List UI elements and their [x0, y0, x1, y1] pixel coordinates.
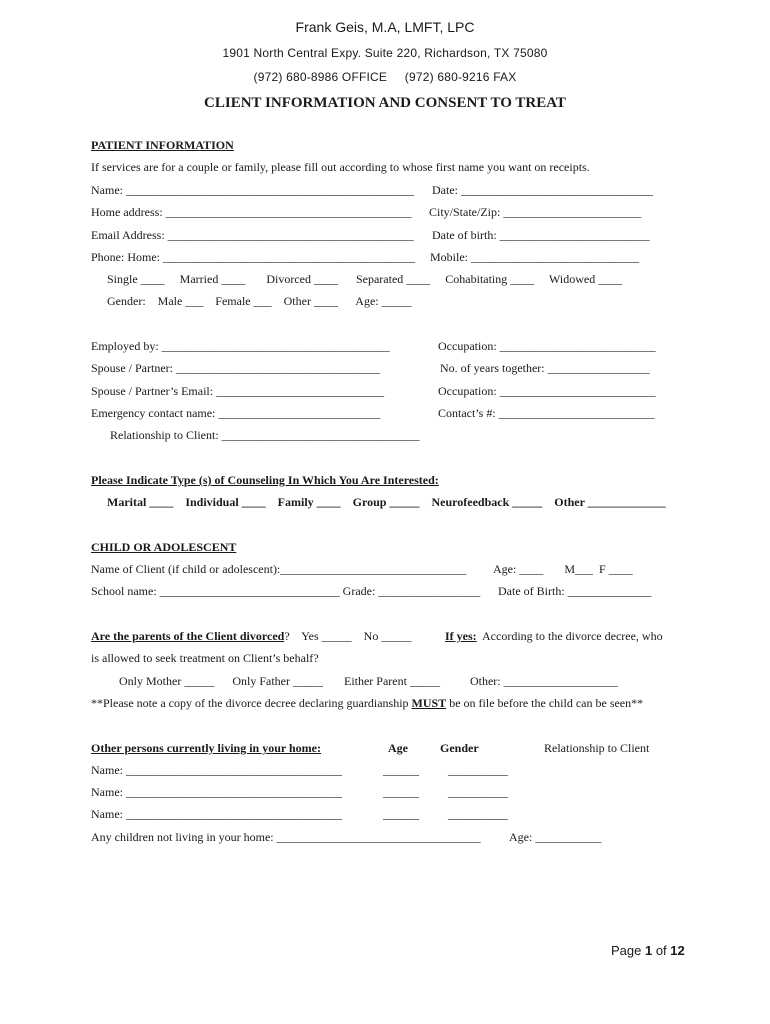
children-age-field[interactable]: Age: ___________	[509, 830, 602, 844]
page-label: Page	[611, 943, 645, 958]
page-number	[611, 943, 685, 958]
emergency-contact-field[interactable]: Emergency contact name: ___________________________	[91, 406, 381, 420]
counseling-options[interactable]: Marital ____ Individual ____ Family ____ Group _____ Neurofeedback _____ Other _____________	[107, 495, 666, 509]
note-post: be on file before the child can be seen**	[446, 696, 644, 710]
practice-phones: (972) 680-8986 OFFICE (972) 680-9216 FAX	[253, 70, 517, 84]
page-current: 1	[644, 943, 653, 958]
page-total: 12	[670, 943, 685, 958]
page-of-label: of	[652, 943, 671, 958]
mobile-field[interactable]: Mobile: ____________________________	[430, 250, 639, 264]
contact-number-field[interactable]: Contact’s #: __________________________	[438, 406, 655, 420]
date-of-birth-field[interactable]: Date of birth: _________________________	[432, 228, 650, 242]
form-title: CLIENT INFORMATION AND CONSENT TO TREAT	[204, 95, 566, 111]
occupation-field[interactable]: Occupation: __________________________	[438, 339, 656, 353]
other-person-gender[interactable]: __________	[448, 807, 508, 821]
children-not-home-field[interactable]: Any children not living in your home: __________________________________	[91, 830, 481, 844]
relationship-field[interactable]: Relationship to Client: _________________________________	[110, 428, 420, 442]
guardian-options[interactable]: Only Mother _____ Only Father _____ Either Parent _____ Other: ___________________	[119, 674, 618, 688]
other-person-name[interactable]: Name: ____________________________________	[91, 807, 342, 821]
col-relationship-header: Relationship to Client	[544, 741, 650, 755]
employed-by-field[interactable]: Employed by: ______________________________________	[91, 339, 390, 353]
other-person-age[interactable]: ______	[383, 807, 419, 821]
practice-address: 1901 North Central Expy. Suite 220, Richardson, TX 75080	[222, 46, 548, 60]
years-together-field[interactable]: No. of years together: _________________	[440, 361, 650, 375]
note-pre: **Please note a copy of the divorce decree declaring guardianship	[91, 696, 412, 710]
other-person-age[interactable]: ______	[383, 785, 419, 799]
name-field[interactable]: Name: ________________________________________________	[91, 183, 414, 197]
other-person-gender[interactable]: __________	[448, 763, 508, 777]
school-grade-field[interactable]: School name: ______________________________ Grade: _________________	[91, 584, 481, 598]
date-field[interactable]: Date: ________________________________	[432, 183, 653, 197]
divorce-question	[91, 629, 411, 644]
spouse-email-field[interactable]: Spouse / Partner’s Email: ____________________________	[91, 384, 385, 398]
other-person-name[interactable]: Name: ____________________________________	[91, 785, 342, 799]
divorce-decree-text: According to the divorce decree, who	[476, 629, 663, 643]
city-state-zip-field[interactable]: City/State/Zip: _______________________	[429, 205, 642, 219]
child-age-sex-field[interactable]: Age: ____ M___ F ____	[493, 562, 633, 576]
other-persons-heading: Other persons currently living in your home:	[91, 741, 322, 755]
if-yes-label: If yes:	[445, 629, 477, 643]
gender-age-options[interactable]: Gender: Male ___ Female ___ Other ____ Age: _____	[107, 294, 412, 308]
note-must: MUST	[411, 696, 447, 710]
counseling-heading: Please Indicate Type (s) of Counseling In Which You Are Interested:	[91, 473, 439, 487]
other-person-age[interactable]: ______	[383, 763, 419, 777]
patient-info-intro: If services are for a couple or family, please fill out according to whose first name you want on receipts.	[91, 160, 590, 174]
divorce-question-cont: is allowed to seek treatment on Client’s behalf?	[91, 651, 319, 665]
col-age-header: Age	[388, 741, 408, 755]
child-name-field[interactable]: Name of Client (if child or adolescent):_______________________________	[91, 562, 467, 576]
spouse-partner-field[interactable]: Spouse / Partner: __________________________________	[91, 361, 380, 375]
guardianship-note	[91, 696, 643, 711]
divorce-if-yes	[445, 629, 663, 644]
other-person-name[interactable]: Name: ____________________________________	[91, 763, 342, 777]
child-heading: CHILD OR ADOLESCENT	[91, 540, 237, 554]
home-phone-field[interactable]: Phone: Home: __________________________________________	[91, 250, 415, 264]
child-dob-field[interactable]: Date of Birth: ______________	[498, 584, 652, 598]
divorce-yes-no[interactable]: ? Yes _____ No _____	[284, 629, 412, 643]
col-gender-header: Gender	[440, 741, 479, 755]
marital-status-options[interactable]: Single ____ Married ____ Divorced ____ Separated ____ Cohabitating ____ Widowed ____	[107, 272, 623, 286]
spouse-occupation-field[interactable]: Occupation: __________________________	[438, 384, 656, 398]
home-address-field[interactable]: Home address: _________________________________________	[91, 205, 412, 219]
divorce-question-text: Are the parents of the Client divorced	[91, 629, 285, 643]
practitioner-name: Frank Geis, M.A, LMFT, LPC	[295, 19, 475, 35]
patient-info-heading: PATIENT INFORMATION	[91, 138, 234, 152]
email-field[interactable]: Email Address: _________________________________________	[91, 228, 414, 242]
other-person-gender[interactable]: __________	[448, 785, 508, 799]
